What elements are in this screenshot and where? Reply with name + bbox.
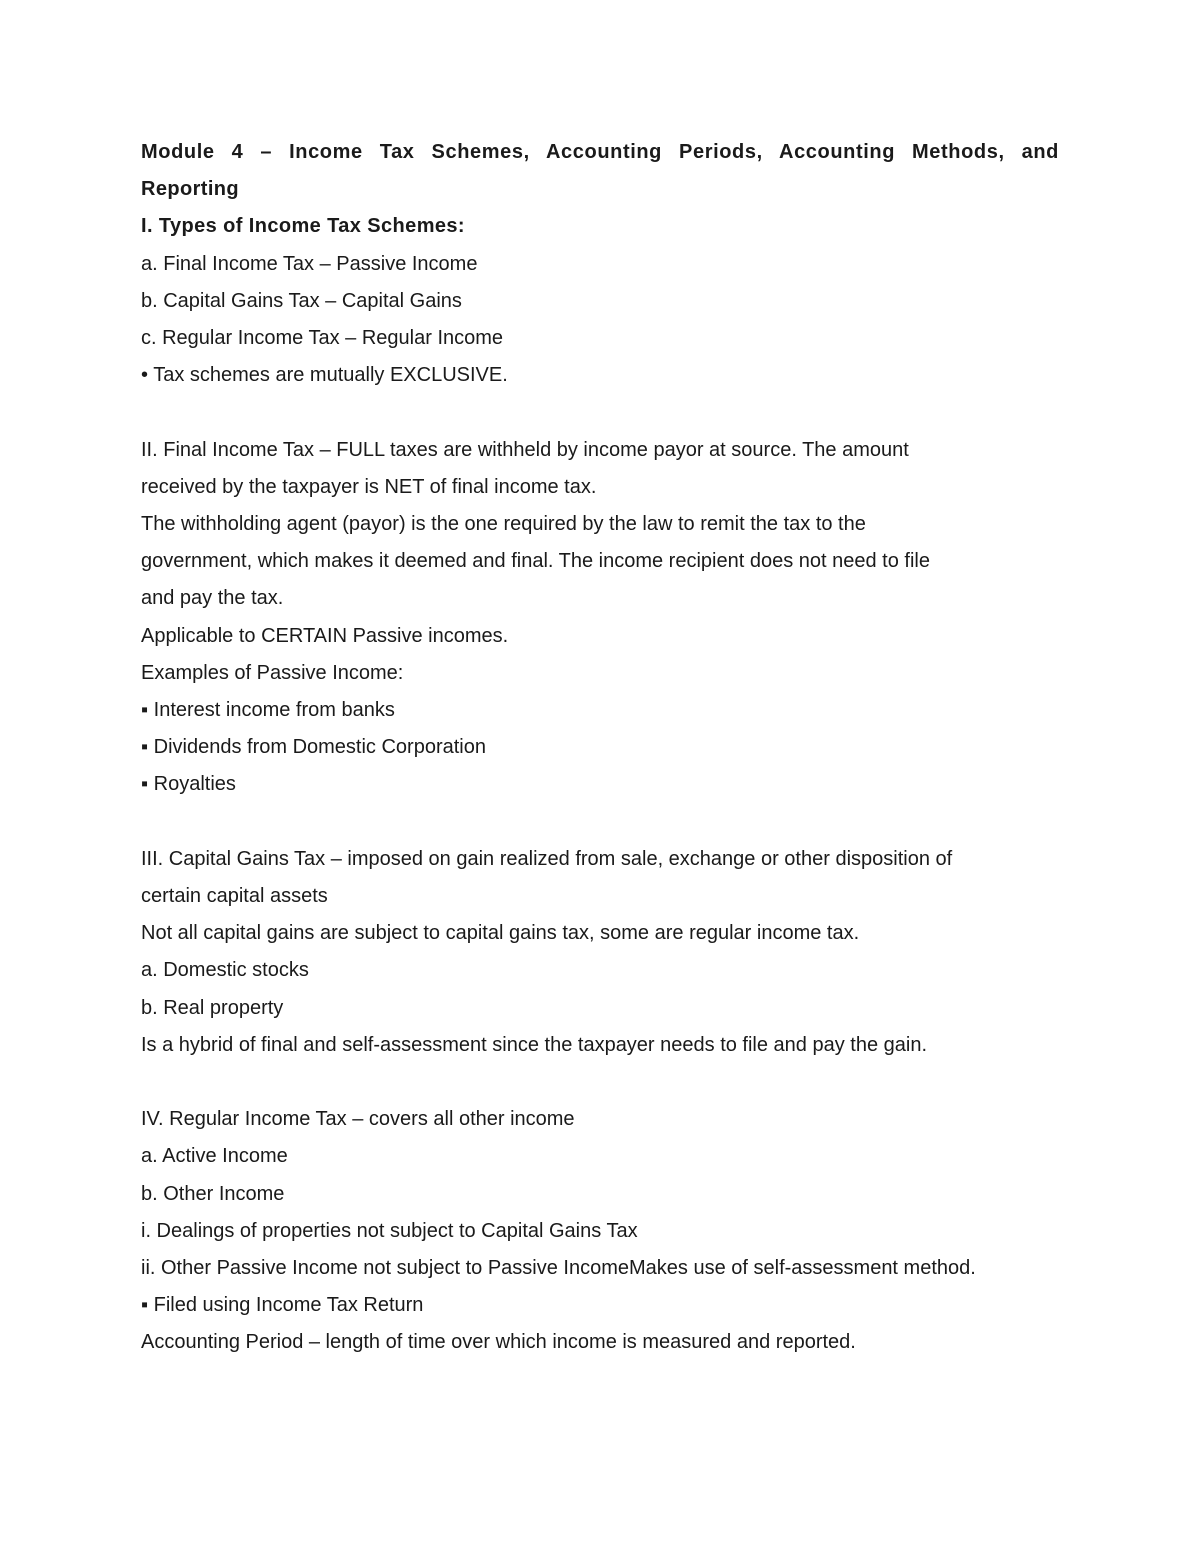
section-2-bullet: ▪ Interest income from banks [141,699,395,722]
section-3-line: Not all capital gains are subject to capital gains tax, some are regular income tax. [141,922,860,945]
section-1-item: b. Capital Gains Tax – Capital Gains [141,289,462,312]
section-4-bullet: ▪ Filed using Income Tax Return [141,1294,424,1317]
document-title-line-1: Module 4 – Income Tax Schemes, Accounting Periods, Accounting Methods, and [141,141,1059,163]
section-2-bullet: ▪ Royalties [141,773,236,796]
section-2-line: government, which makes it deemed and final. The income recipient does not need to file [141,550,930,573]
section-2-line: II. Final Income Tax – FULL taxes are withheld by income payor at source. The amount [141,438,909,461]
section-1-item: a. Final Income Tax – Passive Income [141,252,478,275]
section-4-line: b. Other Income [141,1182,285,1205]
document-title-line-2: Reporting [141,178,240,201]
section-4-line: ii. Other Passive Income not subject to Passive IncomeMakes use of self-assessment method. [141,1257,976,1280]
section-4-line: Accounting Period – length of time over which income is measured and reported. [141,1331,856,1354]
section-3-line: b. Real property [141,996,284,1019]
paragraph-spacer [141,394,1059,431]
section-2-line: and pay the tax. [141,587,284,610]
section-2-bullet: ▪ Dividends from Domestic Corporation [141,736,486,759]
section-3-line: a. Domestic stocks [141,959,309,982]
section-3-line: III. Capital Gains Tax – imposed on gain realized from sale, exchange or other disposition of [141,847,953,870]
section-3-line: certain capital assets [141,885,328,908]
paragraph-spacer [141,804,1059,841]
section-2-line: The withholding agent (payor) is the one required by the law to remit the tax to the [141,513,866,536]
section-4-line: IV. Regular Income Tax – covers all other income [141,1108,575,1131]
section-1-note: • Tax schemes are mutually EXCLUSIVE. [141,364,508,387]
section-2-line: Examples of Passive Income: [141,661,404,684]
section-1-item: c. Regular Income Tax – Regular Income [141,327,504,350]
section-2-line: Applicable to CERTAIN Passive incomes. [141,624,509,647]
section-4-line: i. Dealings of properties not subject to Capital Gains Tax [141,1219,638,1242]
document-body [141,134,1059,1362]
section-4-line: a. Active Income [141,1145,288,1168]
section-3-line: Is a hybrid of final and self-assessment since the taxpayer needs to file and pay the gain. [141,1033,928,1056]
section-1-heading: I. Types of Income Tax Schemes: [141,215,465,238]
paragraph-spacer [141,1064,1059,1101]
section-2-line: received by the taxpayer is NET of final income tax. [141,475,597,498]
